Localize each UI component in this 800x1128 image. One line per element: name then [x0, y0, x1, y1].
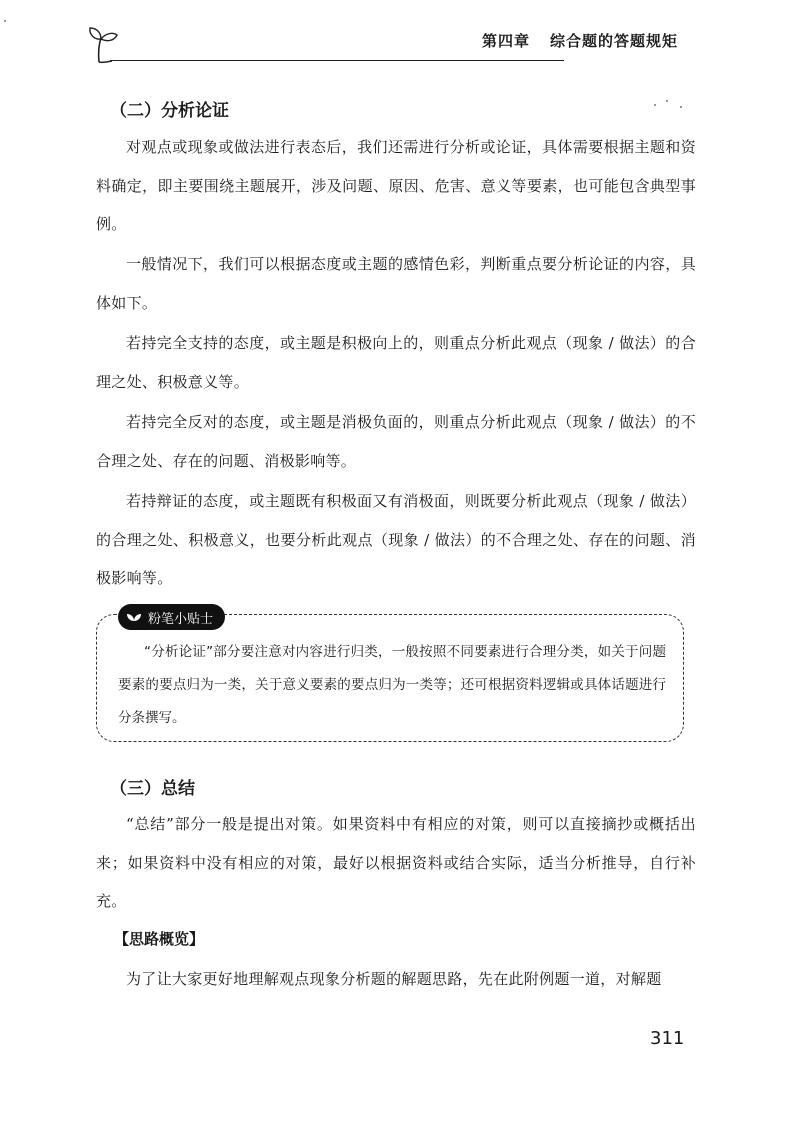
scan-speck	[680, 106, 682, 108]
chapter-heading	[482, 30, 678, 51]
running-header	[86, 22, 698, 62]
paragraph: 若持完全反对的态度，或主题是消极负面的，则重点分析此观点（现象 / 做法）的不合理之处、存在的问题、消极影响等。	[96, 413, 696, 470]
paragraph: “总结”部分一般是提出对策。如果资料中有相应的对策，则可以直接摘抄或概括出来；如果资料中没有相应的对策，最好以根据资料或结合实际，适当分析推导，自行补充。	[96, 815, 696, 910]
section-title-summary: （三）总结	[110, 779, 195, 799]
paragraph: 若持辩证的态度，或主题既有积极面又有消极面，则既要分析此观点（现象 / 做法）的合理之处、积极意义，也要分析此观点（现象 / 做法）的不合理之处、存在的问题、消极影响等。	[96, 492, 696, 587]
scan-speck	[654, 104, 656, 106]
header-rule	[110, 60, 564, 61]
leaf-icon	[126, 611, 142, 623]
tip-badge	[118, 604, 225, 630]
chapter-title: 综合题的答题规矩	[550, 32, 679, 50]
paragraph: 为了让大家更好地理解观点现象分析题的解题思路，先在此附例题一道，对解题	[126, 970, 662, 988]
tip-text: “分析论证”部分要注意对内容进行归类，一般按照不同要素进行合理分类，如关于问题要素的要点归为一类，关于意义要素的要点归为一类等；还可根据资料逻辑或具体话题进行分条撰写。	[118, 644, 666, 726]
scan-speck	[4, 20, 6, 22]
ideas-overview-label: 【思路概览】	[114, 930, 205, 948]
chapter-number: 第四章	[482, 32, 531, 50]
paragraph: 若持完全支持的态度，或主题是积极向上的，则重点分析此观点（现象 / 做法）的合理之处、积极意义等。	[96, 334, 696, 391]
page-number: 311	[650, 1028, 685, 1049]
scan-speck	[666, 100, 668, 102]
section-title-analysis: （二）分析论证	[110, 101, 229, 121]
tip-badge-label: 粉笔小贴士	[148, 611, 214, 627]
paragraph: 一般情况下，我们可以根据态度或主题的感情色彩，判断重点要分析论证的内容，具体如下。	[96, 255, 696, 312]
paragraph: 对观点或现象或做法进行表态后，我们还需进行分析或论证，具体需要根据主题和资料确定，即主要围绕主题展开，涉及问题、原因、危害、意义等要素，也可能包含典型事例。	[96, 138, 696, 233]
